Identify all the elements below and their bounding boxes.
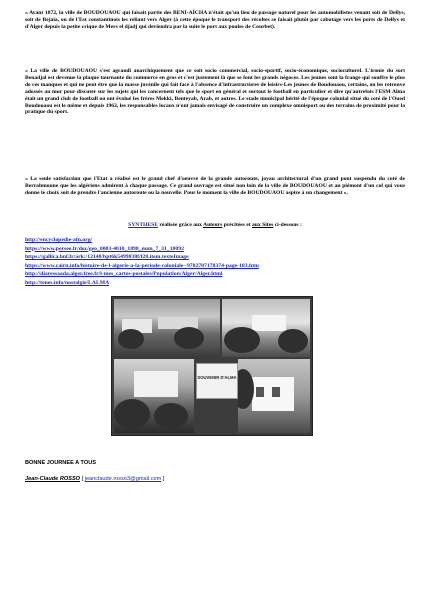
souvenir-text: SOUVENIR D'ALMA	[197, 375, 237, 380]
synthese-title: SYNTHESE	[128, 222, 158, 228]
synthese-mid: réalisée grâce aux	[157, 222, 204, 228]
synthese-end: ci-dessous :	[273, 222, 302, 228]
paragraph-history: « Avant 1872, la ville de BOUDOUAOU qui faisait partie des BENI-AÏCHA n'était qu'un lieu de passage naturel pour les automobilistes venant soit de Dellys, soit de Bejaia, ou de l'Est constantinois les reliant vers Alger (à cette époque le transport des récoltes se faisait plutôt par cabotage vers les ports de Dellys et d'Alger depuis la petite crique de Mers el djadj qui deviendra par la suite le port aux poules de Courbet).	[25, 10, 405, 30]
source-link[interactable]: https://www.persee.fr/doc/geo_0003-4010_1898_num_7_31_18092	[25, 245, 184, 252]
synthese-mid2: précitées et	[222, 222, 252, 228]
signature-line	[25, 476, 164, 482]
email-link[interactable]: jeanclaude.rosso3@gmail.com	[84, 476, 162, 482]
postcard-collage	[111, 296, 313, 436]
source-link[interactable]: http://tenes.info/nostalgie/LALMA	[25, 279, 110, 286]
source-link[interactable]: http://diaressaada.alger.free.fr/l-mes_cartes-postales/Population/Alger/Alger.html	[25, 271, 223, 278]
synthese-auteurs: Auteurs	[203, 222, 223, 228]
paragraph-growth: « La ville de BOUDOUAOU s'est agrandi anarchiquement que ce soit socio commercial, socio-sportif, socio-économique, socioculturel. L'ironie du sort Benadjal est devenue la plaque tournante du commerce en gros et c'est justement là que se font les grands négoces. Les jeunes sont la frange qui souffre le plus de ces manques et qui ne peut être que la masse juvénile qui fait face à l'absence d'infrastructures de loisirs-Les jeunes de Boudouaou, certains, on les retrouve adossés au mur pour discuter sur les sujets qui les concernent tels que le sport en général et surtout le football en particulier et dire qu'autrefois l'ESM Alma était un grand club de football ou ont évolué les frères Mekki, Benteyab, Arab, et autres. Le stade municipal hérité de l'époque colonial situé du coté de l'Oued Boudouaou est le même et depuis 1962, les responsables locaux n'ont jamais envisagé de construire un complexe omnisport ou des terrains de proximité pour la pratique du sport.	[25, 68, 405, 116]
source-link[interactable]: http://encyclopedie-afn.org/	[25, 237, 93, 243]
souvenir-label	[196, 363, 238, 399]
author-name: Jean-Claude ROSSO	[25, 476, 81, 482]
source-links	[25, 236, 405, 288]
email-bracket-open: [	[80, 476, 85, 482]
source-link[interactable]: https://www.cairn.info/histoire-de-l-algerie-a-la-periode-coloniale--9782707178374-page-103.htm	[25, 262, 259, 269]
synthese-line	[25, 222, 405, 228]
postcard-photo-street	[114, 299, 220, 357]
postcard-photo-avenue	[222, 299, 310, 357]
postcard-photo-villa	[238, 359, 310, 433]
paragraph-autoroute: « La seule satisfaction que l'Etat a réalisé est le grand chef d'oeuvre de la grande autoroute, joyau architectural d'un grand pont suspendu du coté de Berrahmoune que les algériens admirent à chaque passage. Ce grand ouvrage est situé non loin de la ville de BOUDOUAOU et au piémont d'un col qui vous donne le choix soit de prendre l'ancienne autoroute ou la nouvelle. Pour le moment la ville de BOUDOUAOU aspire à un changement ».	[25, 176, 405, 196]
email-bracket-close: ]	[161, 476, 165, 482]
synthese-sites: aux Sites	[251, 222, 274, 228]
closing-greeting: BONNE JOURNEE A TOUS	[25, 460, 96, 466]
source-link[interactable]: https://gallica.bnf.fr/ark:/12148/bpt6k5499838f/f28.item.texteImage	[25, 254, 189, 261]
postcard-photo-square	[114, 359, 194, 433]
